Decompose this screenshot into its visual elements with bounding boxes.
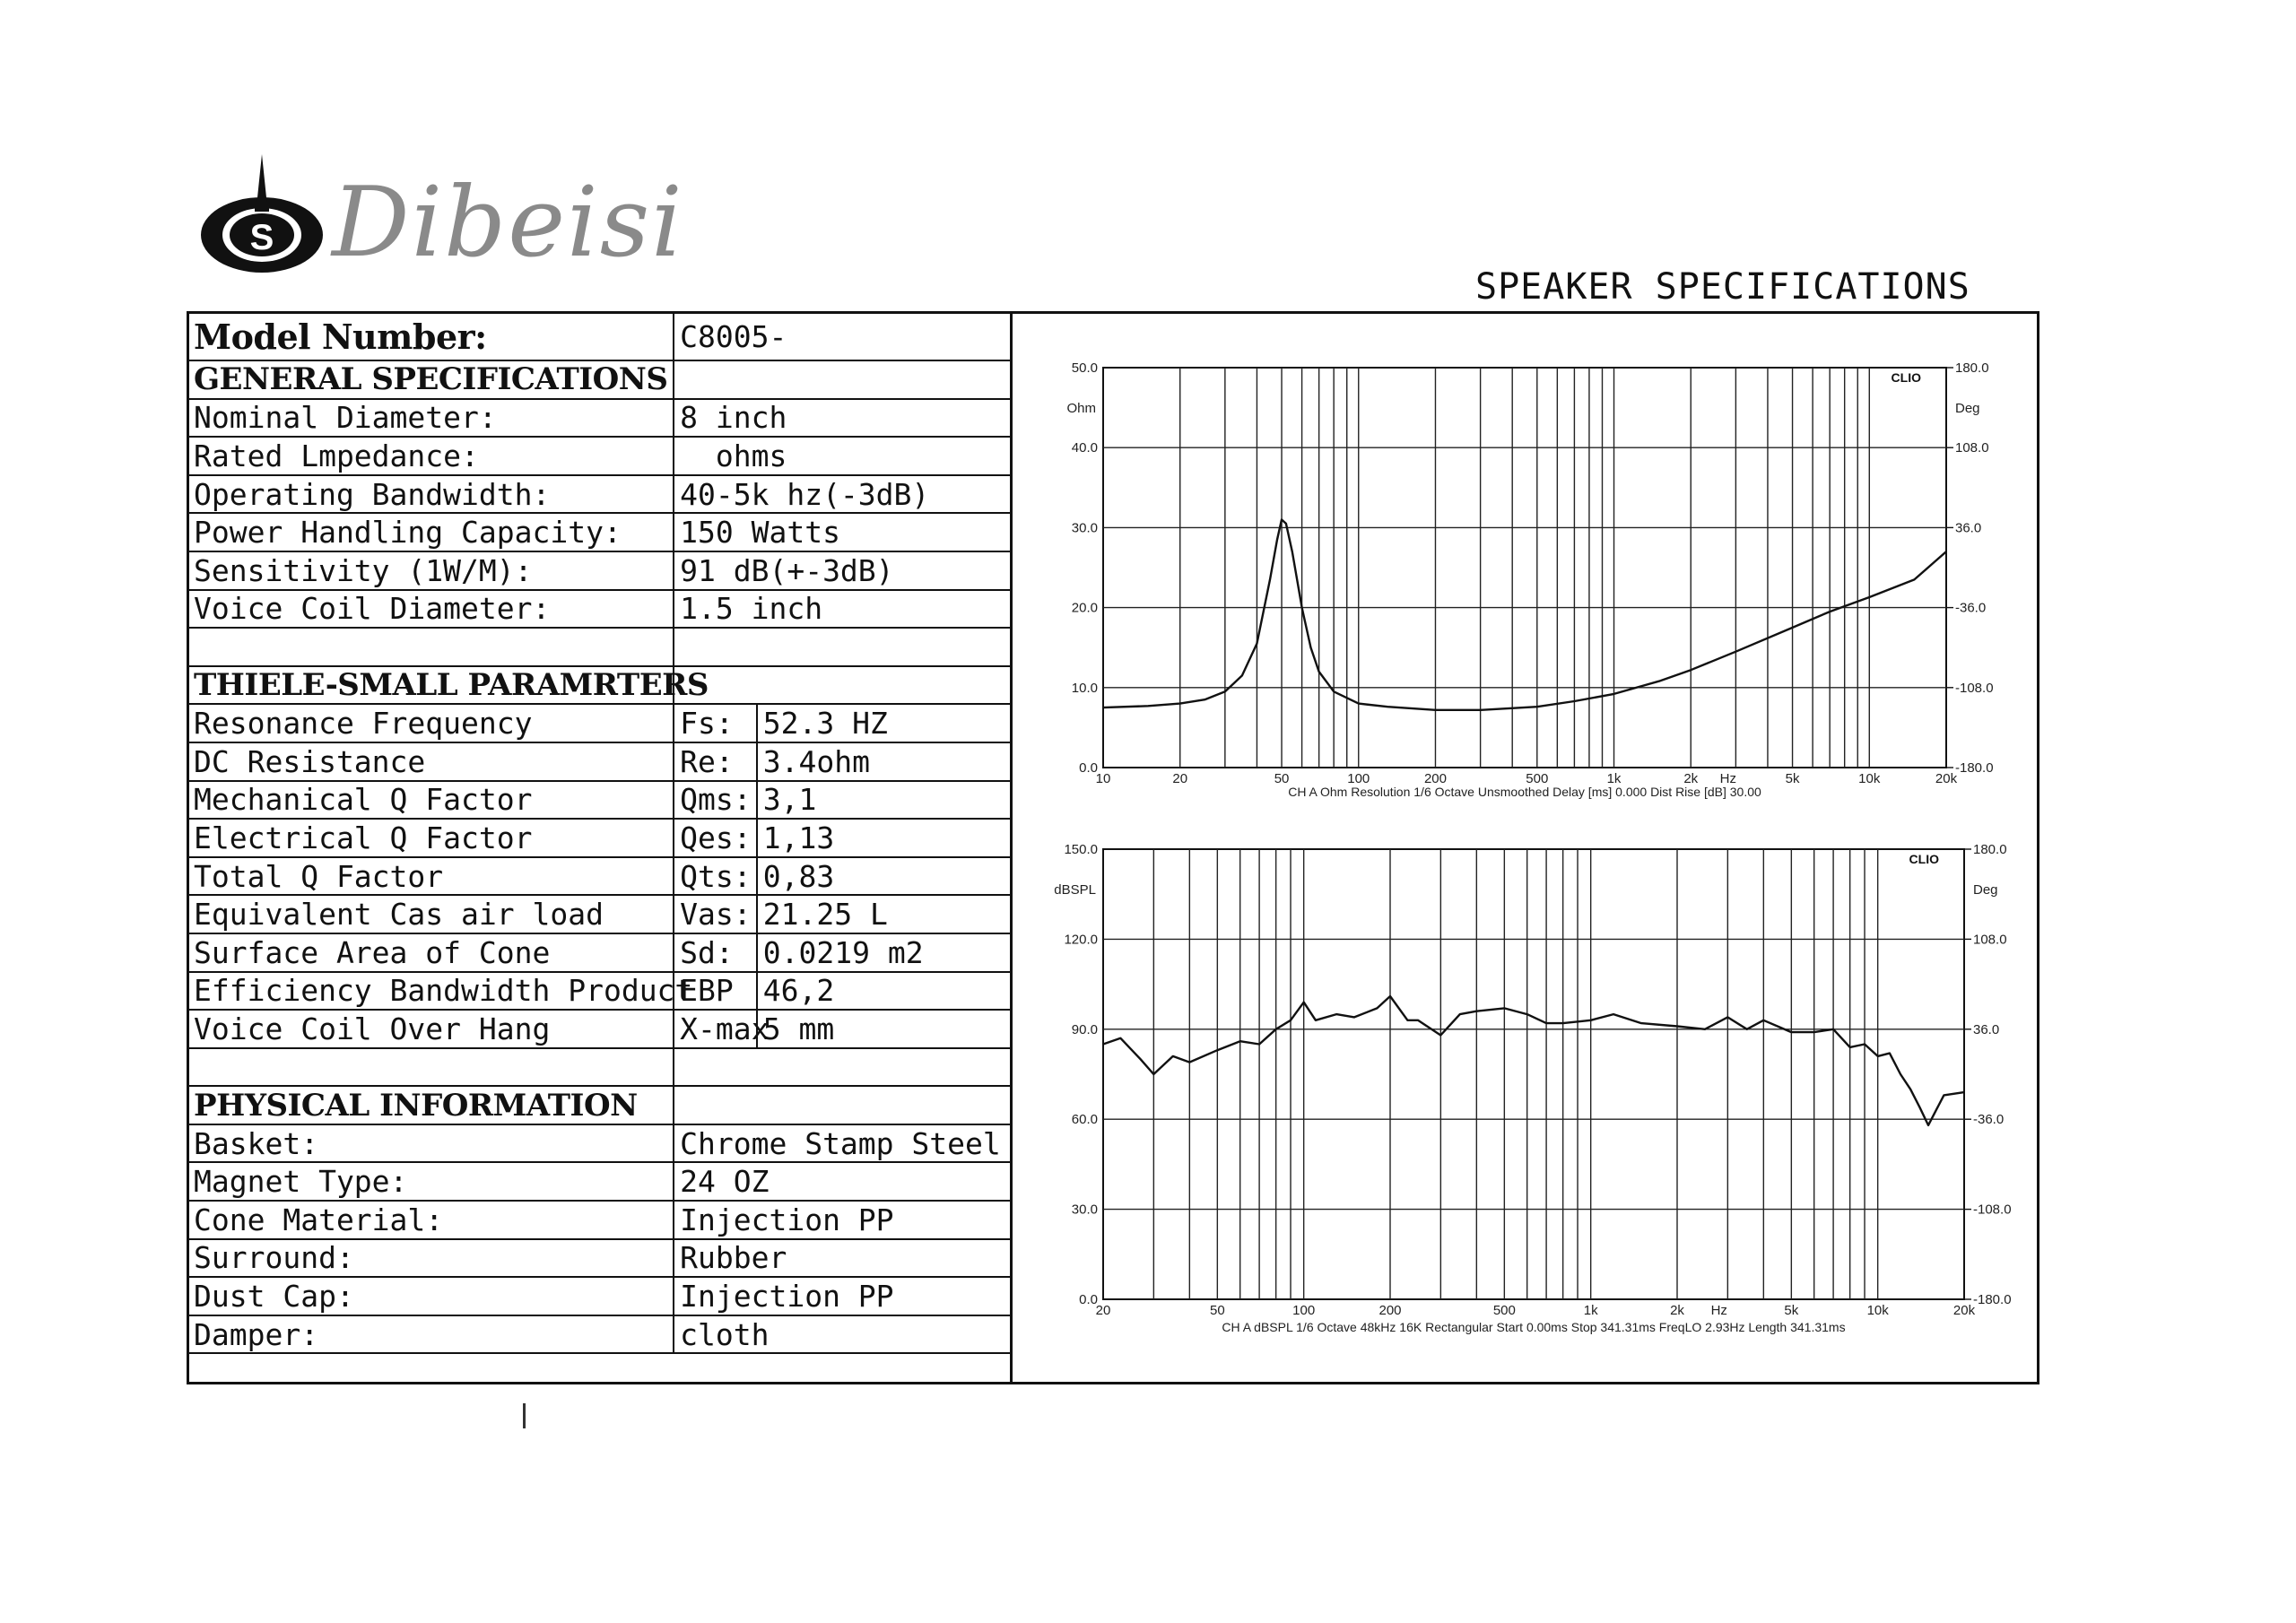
spec-label: Dust Cap: [187, 1277, 674, 1315]
spec-label: Nominal Diameter: [187, 399, 674, 438]
spec-row [187, 590, 1012, 629]
param-value: 52.3 HZ [757, 704, 1012, 742]
spec-value: 24 OZ [674, 1162, 1012, 1201]
spec-row [187, 437, 1012, 475]
param-row [187, 819, 1012, 857]
param-label: Mechanical Q Factor [187, 781, 674, 820]
param-label: Surface Area of Cone [187, 933, 674, 972]
model-label: Model Number: [187, 312, 674, 360]
param-label: DC Resistance [187, 742, 674, 781]
x-tick-label: 1k [1583, 1303, 1598, 1318]
param-symbol: Qms: [674, 781, 757, 820]
param-symbol: Qts: [674, 857, 757, 896]
y2-tick-label: -36.0 [1973, 1112, 2005, 1128]
spec-value: 40-5k hz(-3dB) [674, 475, 1012, 514]
spec-label: Magnet Type: [187, 1162, 674, 1201]
param-symbol: Sd: [674, 933, 757, 972]
y-unit-label: Ohm [1066, 401, 1096, 416]
spec-row [187, 1124, 1012, 1163]
x-tick-label: 100 [1292, 1303, 1316, 1318]
spec-label: Operating Bandwidth: [187, 475, 674, 514]
spec-row [187, 1162, 1012, 1201]
param-label: Efficiency Bandwidth Product [187, 972, 674, 1011]
x-tick-label: 500 [1526, 771, 1549, 786]
param-label: Total Q Factor [187, 857, 674, 896]
x-tick-label: 200 [1423, 771, 1447, 786]
model-value: C8005- [674, 312, 1012, 360]
series-line [1103, 996, 1964, 1125]
section-heading-row [187, 666, 1012, 705]
y2-tick-label: -180.0 [1973, 1292, 2012, 1307]
spec-value: 1.5 inch [674, 590, 1012, 629]
y2-unit-label: Deg [1955, 401, 1980, 416]
spec-label: Sensitivity (1W/M): [187, 551, 674, 590]
x-tick-label: 50 [1209, 1303, 1225, 1318]
param-symbol: Re: [674, 742, 757, 781]
param-row [187, 895, 1012, 933]
y-tick-label: 20.0 [1071, 600, 1098, 616]
spec-label: Rated Lmpedance: [187, 437, 674, 475]
series-line [1103, 520, 1946, 710]
param-value: 5 mm [757, 1010, 1012, 1048]
spec-value: 150 Watts [674, 513, 1012, 551]
param-value: 0.0219 m2 [757, 933, 1012, 972]
param-row [187, 1010, 1012, 1048]
spl-response-chart [1031, 829, 2018, 1350]
plot-frame [1103, 849, 1964, 1299]
spec-row [187, 1315, 1012, 1354]
y2-unit-label: Deg [1973, 882, 1998, 898]
brand-mark-icon [197, 152, 341, 278]
spacer-row [187, 1048, 1012, 1087]
spec-row [187, 475, 1012, 514]
y-tick-label: 10.0 [1071, 680, 1098, 696]
section-heading-row [187, 1086, 1012, 1124]
x-tick-label: 2k [1683, 771, 1699, 786]
spec-row [187, 1201, 1012, 1239]
x-tick-label: 2k [1670, 1303, 1684, 1318]
y2-tick-label: -36.0 [1955, 600, 1987, 616]
general-heading: GENERAL SPECIFICATIONS [187, 360, 674, 399]
param-row [187, 781, 1012, 820]
spec-row [187, 1277, 1012, 1315]
chart-brand-label: CLIO [1909, 852, 1939, 866]
impedance-chart [1031, 352, 2018, 818]
spacer-row [187, 628, 1012, 666]
y2-tick-label: -108.0 [1973, 1202, 2012, 1218]
y2-tick-label: 36.0 [1955, 520, 1982, 536]
spec-value: Injection PP [674, 1277, 1012, 1315]
brand-logo [197, 152, 684, 279]
y2-tick-label: 108.0 [1973, 932, 2007, 948]
param-symbol: EBP [674, 972, 757, 1011]
param-value: 21.25 L [757, 895, 1012, 933]
document-title: SPEAKER SPECIFICATIONS [1475, 266, 1970, 308]
param-label: Resonance Frequency [187, 704, 674, 742]
spec-label: Cone Material: [187, 1201, 674, 1239]
param-value: 1,13 [757, 819, 1012, 857]
spec-label: Damper: [187, 1315, 674, 1354]
param-label: Electrical Q Factor [187, 819, 674, 857]
y2-tick-label: -108.0 [1955, 680, 1994, 696]
param-symbol: Fs: [674, 704, 757, 742]
param-symbol: Vas: [674, 895, 757, 933]
chart-footer: CH A Ohm Resolution 1/6 Octave Unsmoothed Delay [ms] 0.000 Dist Rise [dB] 30.00 [1288, 785, 1761, 799]
y-tick-label: 30.0 [1071, 1202, 1098, 1218]
param-row [187, 933, 1012, 972]
y-tick-label: 90.0 [1071, 1021, 1098, 1037]
x-tick-label: 20k [1952, 1303, 1976, 1318]
x-tick-label: 10k [1858, 771, 1881, 786]
x-unit-label: Hz [1710, 1303, 1727, 1318]
spec-value: 91 dB(+-3dB) [674, 551, 1012, 590]
x-tick-label: 10k [1866, 1303, 1889, 1318]
x-tick-label: 1k [1606, 771, 1622, 786]
chart-brand-label: CLIO [1891, 370, 1921, 385]
param-value: 46,2 [757, 972, 1012, 1011]
y-tick-label: 50.0 [1071, 360, 1098, 376]
y-tick-label: 0.0 [1079, 760, 1098, 776]
y-tick-label: 60.0 [1071, 1112, 1098, 1128]
param-row [187, 742, 1012, 781]
spec-row [187, 399, 1012, 438]
y2-tick-label: 108.0 [1955, 440, 1989, 456]
spec-value: Chrome Stamp Steel [674, 1124, 1012, 1163]
param-row [187, 704, 1012, 742]
y-tick-label: 40.0 [1071, 440, 1098, 456]
param-symbol: X-max [674, 1010, 757, 1048]
param-row [187, 857, 1012, 896]
brand-name: Dibeisi [332, 167, 684, 279]
param-row [187, 972, 1012, 1011]
x-tick-label: 10 [1095, 771, 1111, 786]
param-symbol: Qes: [674, 819, 757, 857]
thiele-heading: THIELE-SMALL PARAMRTERS [187, 666, 674, 705]
section-heading-row [187, 360, 1012, 399]
spec-value: Injection PP [674, 1201, 1012, 1239]
y-unit-label: dBSPL [1054, 882, 1096, 898]
y2-tick-label: -180.0 [1955, 760, 1994, 776]
x-tick-label: 500 [1492, 1303, 1516, 1318]
y2-tick-label: 36.0 [1973, 1021, 2000, 1037]
x-tick-label: 20k [1935, 771, 1958, 786]
param-value: 3.4ohm [757, 742, 1012, 781]
spec-label: Basket: [187, 1124, 674, 1163]
y2-tick-label: 180.0 [1955, 360, 1989, 376]
y-tick-label: 30.0 [1071, 520, 1098, 536]
spec-label: Voice Coil Diameter: [187, 590, 674, 629]
spec-row [187, 513, 1012, 551]
param-label: Voice Coil Over Hang [187, 1010, 674, 1048]
y-tick-label: 150.0 [1064, 842, 1098, 857]
spec-value: Rubber [674, 1239, 1012, 1278]
x-unit-label: Hz [1719, 771, 1737, 786]
x-tick-label: 5k [1784, 1303, 1799, 1318]
spec-row [187, 551, 1012, 590]
x-tick-label: 5k [1785, 771, 1800, 786]
physical-heading: PHYSICAL INFORMATION [187, 1086, 674, 1124]
param-label: Equivalent Cas air load [187, 895, 674, 933]
x-tick-label: 20 [1095, 1303, 1111, 1318]
spec-value: cloth [674, 1315, 1012, 1354]
y2-tick-label: 180.0 [1973, 842, 2007, 857]
spec-label: Surround: [187, 1239, 674, 1278]
x-tick-label: 100 [1347, 771, 1370, 786]
svg-text:S: S [249, 218, 274, 257]
y-tick-label: 0.0 [1079, 1292, 1098, 1307]
chart-footer: CH A dBSPL 1/6 Octave 48kHz 16K Rectangular Start 0.00ms Stop 341.31ms FreqLO 2.93Hz Length 341.31ms [1222, 1320, 1846, 1334]
column-divider [1010, 311, 1013, 1384]
spec-row [187, 1239, 1012, 1278]
spec-value: 8 inch [674, 399, 1012, 438]
spec-label: Power Handling Capacity: [187, 513, 674, 551]
param-value: 3,1 [757, 781, 1012, 820]
x-tick-label: 200 [1378, 1303, 1402, 1318]
spec-table [187, 311, 1013, 1354]
y-tick-label: 120.0 [1064, 932, 1098, 948]
x-tick-label: 20 [1172, 771, 1188, 786]
param-value: 0,83 [757, 857, 1012, 896]
spec-value: ohms [674, 437, 1012, 475]
model-row [187, 312, 1012, 360]
stray-mark [523, 1403, 526, 1428]
x-tick-label: 50 [1274, 771, 1290, 786]
